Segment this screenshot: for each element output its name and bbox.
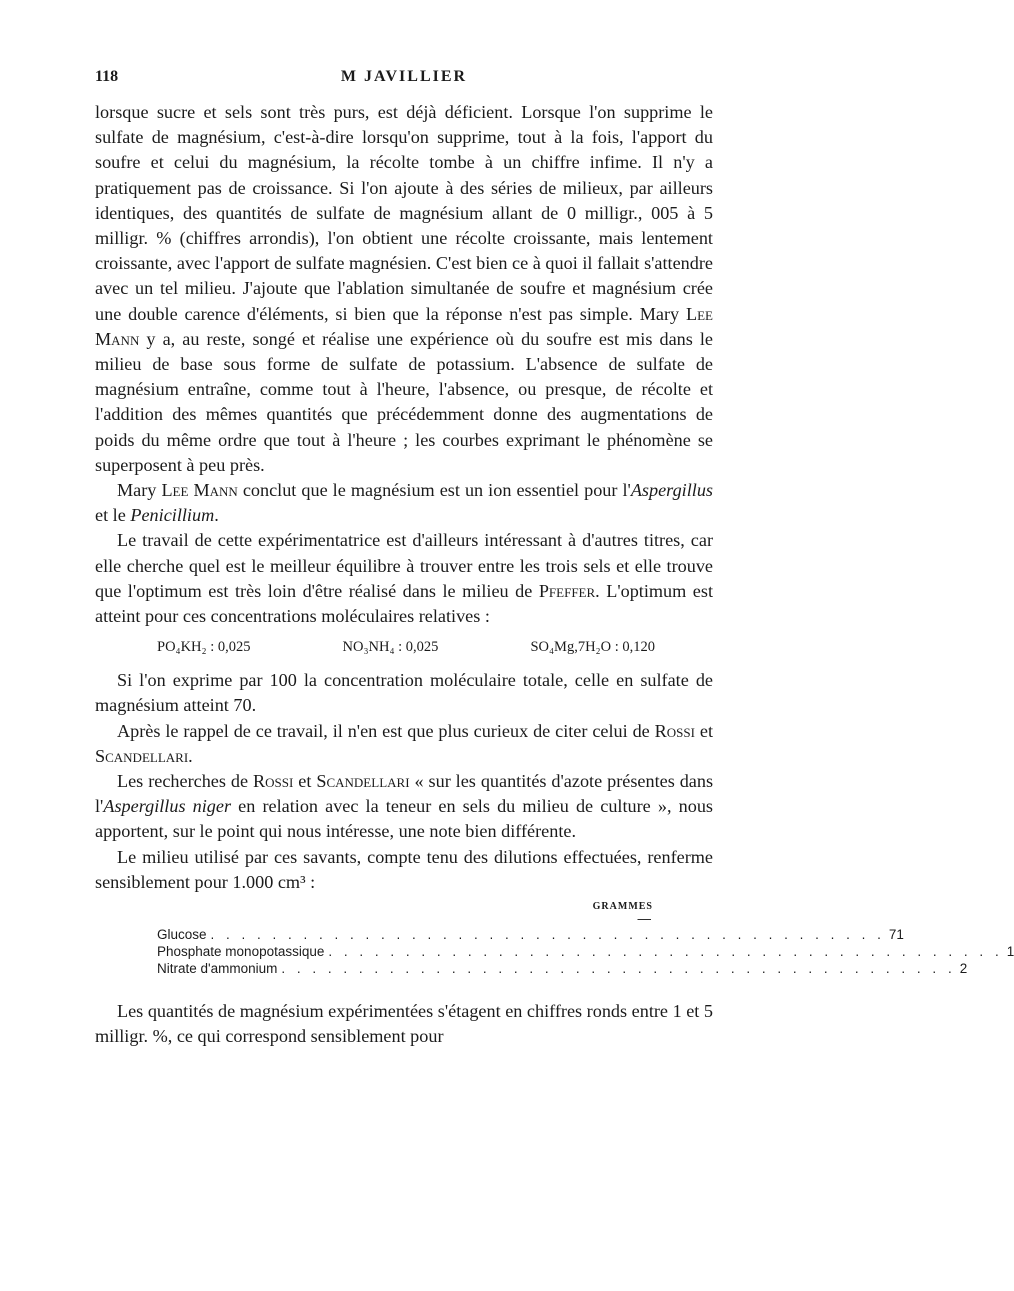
paragraph-1 (95, 100, 713, 478)
organism-name: Aspergillus niger (103, 796, 232, 817)
formula-phosphate: PO₄KH₂ : 0,025 (157, 639, 251, 656)
p2-text-b: conclut que le magnésium est un ion essentiel pour l' (242, 480, 631, 501)
formula-line (157, 639, 655, 656)
author-name: Lee Mann (95, 303, 713, 349)
formula-sulfate: SO₄Mg,7H₂O : 0,120 (530, 639, 655, 656)
row-label: Phosphate monopotassique (157, 944, 325, 960)
author-name: Scandellari (95, 745, 189, 766)
author-name: Rossi (654, 720, 695, 741)
p5-text-a: Après le rappel de ce travail, il n'en est que plus curieux de citer celui de (117, 720, 650, 741)
running-title: M JAVILLIER (340, 68, 468, 85)
row-label: Nitrate d'ammonium (157, 961, 278, 977)
p1-text: lorsque sucre et sels sont très purs, est déjà déficient. Lorsque l'on supprime le sulfate de magnésium, c'est-à-dire lorsqu'on supprime, tout à la fois, l'apport du soufre et celui du magnésium, la récolte tombe à un chiffre infime. Il n'y a pratiquement pas de croissance. Si l'on ajoute à des séries de milieux, par ailleurs identiques, des quantités de sulfate de magnésium allant de 0 milligr., 005 à 5 milligr. % (chiffres arrondis), l'on obtient une récolte croissante, mais lentement croissante, avec l'apport de sulfate magnésien. C'est bien ce à quoi il fallait s'attendre avec un tel milieu. J'ajoute que l'ablation simultanée de soufre et magnésium crée une double carence d'éléments, si bien que la réponse n'est pas simple. Mary (95, 102, 713, 324)
p3-text-a: Le travail de cette expérimentatrice est d'ailleurs intéressant à d'autres titres, car elle cherche quel est le meilleur équilibre à trouver entre les trois sels et elle trouve que l'optimum est très loin d'être réalisé dans le milieu de (95, 530, 713, 601)
table-unit-dash: — (637, 911, 651, 927)
row-label: Glucose (157, 927, 207, 943)
leader-dots: . . . . . . . . . . . . . . . . . . . . . . . . . . . . . . . . . . . . . . . . . . . . (328, 944, 1003, 960)
formula-nitrate: NO₃NH₄ : 0,025 (342, 639, 439, 656)
author-name: Lee Mann (161, 480, 238, 501)
table-row (157, 926, 904, 943)
p6-text-a: Les recherches de (117, 771, 249, 792)
paragraph-7: Le milieu utilisé par ces savants, compte tenu des dilutions effectuées, renferme sensiblement pour 1.000 cm³ : (95, 846, 713, 892)
p1-text-2: y a, au reste, songé et réalise une expérience où du soufre est mis dans le milieu de base sous forme de sulfate de potassium. L'absence de sulfate de magnésium entraîne, comme tout à l'heure, l'absence, ou presque, de récolte et l'addition des mêmes quantités que précédemment donne des augmentations de poids du même ordre que tout à l'heure ; les courbes exprimant le phénomène se superposent à peu près. (95, 328, 714, 475)
leader-dots: . . . . . . . . . . . . . . . . . . . . . . . . . . . . . . . . . . . . . . . . . . . . (210, 927, 885, 943)
document-page (95, 64, 1014, 1050)
page-number: 118 (95, 68, 119, 85)
author-name: Scandellari (316, 771, 410, 792)
p3-text-b: . L'optimum est atteint pour ces concentrations moléculaires relatives : (95, 580, 714, 627)
paragraph-2 (95, 478, 713, 528)
table-row (157, 943, 1014, 960)
paragraph-5 (95, 719, 713, 769)
leader-dots: . . . . . . . . . . . . . . . . . . . . . . . . . . . . . . . . . . . . . . . . . . . . (281, 961, 956, 977)
p2-text-a: Mary (117, 480, 157, 501)
paragraph-6 (95, 769, 713, 845)
p5-text-c: . (188, 745, 193, 766)
paragraph-8: Les quantités de magnésium expérimentées s'étagent en chiffres ronds entre 1 et 5 milligr. %, ce qui correspond sensiblement pour (95, 1001, 713, 1047)
author-name: Rossi (253, 771, 294, 792)
row-value: 2 (959, 961, 968, 977)
composition-table (157, 901, 1014, 977)
table-unit-header: GRAMMES (592, 901, 653, 913)
paragraph-4: Si l'on exprime par 100 la concentration moléculaire totale, celle en sulfate de magnésium atteint 70. (95, 670, 713, 716)
p2-text-d: . (214, 505, 219, 526)
page-header (95, 64, 713, 88)
p5-text-b: et (699, 720, 714, 741)
organism-name: Penicillium (130, 505, 215, 526)
p6-text-d: en relation avec la teneur en sels du milieu de culture », nous apportent, sur le point qui nous intéresse, une note bien différente. (95, 796, 713, 842)
author-name: Pfeffer (538, 580, 596, 601)
row-value: 1 (1006, 944, 1014, 960)
p6-text-c: « sur les quantités d'azote présentes dans l' (95, 771, 714, 817)
organism-name: Aspergillus (630, 480, 713, 501)
paragraph-3 (95, 528, 713, 629)
p2-text-c: et le (95, 505, 126, 526)
row-value: 71 (888, 927, 904, 943)
table-row (157, 960, 968, 977)
p6-text-b: et (298, 771, 312, 792)
